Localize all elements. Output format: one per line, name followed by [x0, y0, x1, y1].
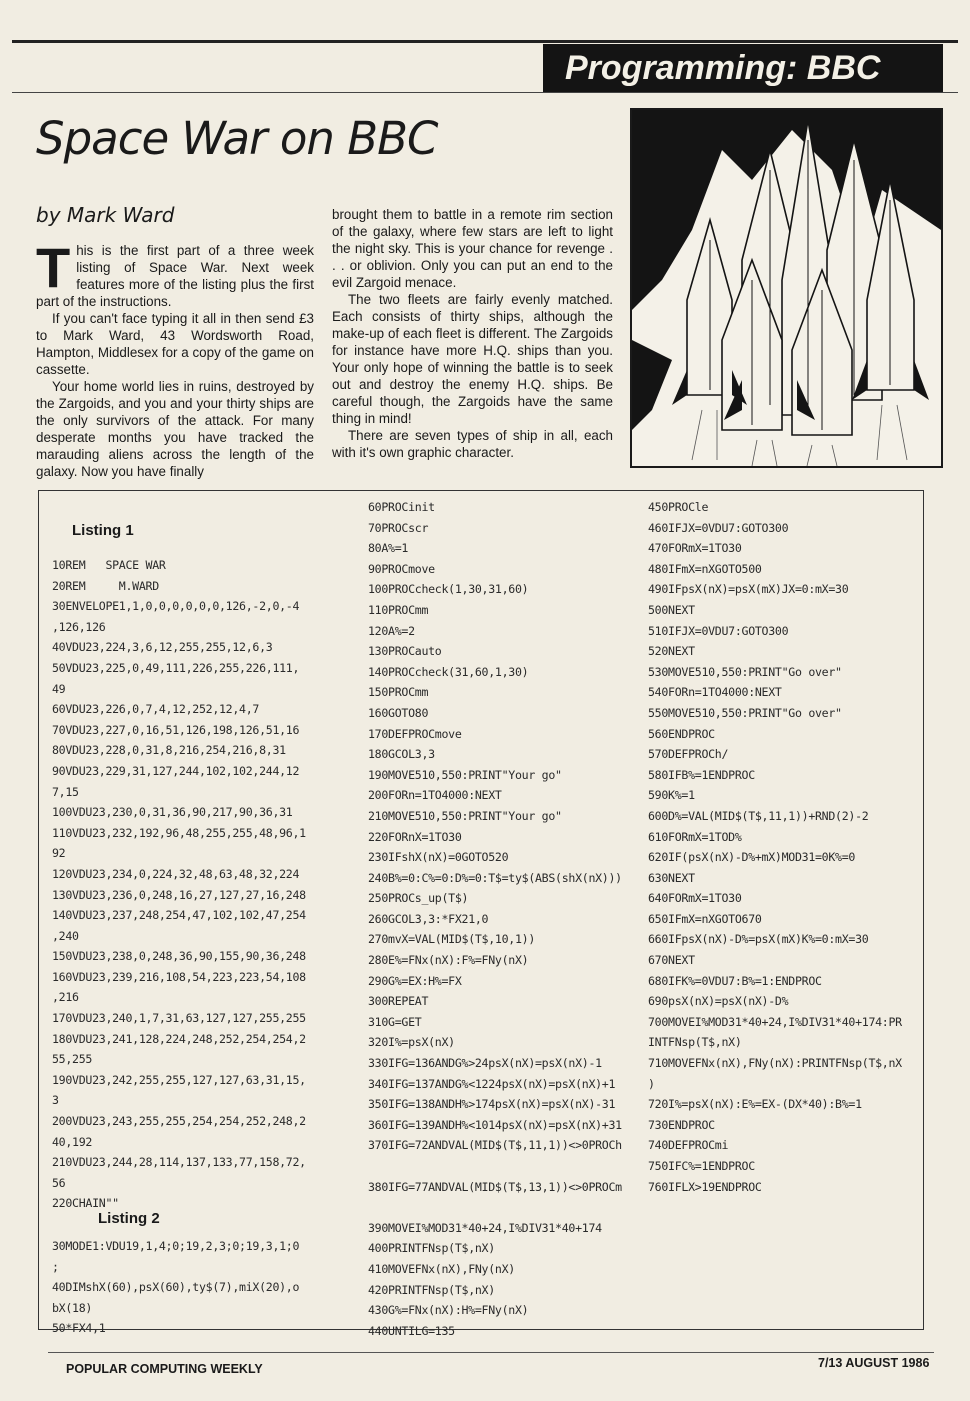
code-line: ,216	[52, 990, 79, 1005]
code-line: 190VDU23,242,255,255,127,127,63,31,15,	[52, 1072, 306, 1087]
code-line: 160GOTO80	[368, 705, 429, 720]
code-line: 220FORnX=1TO30	[368, 829, 462, 844]
code-line: 3	[52, 1093, 59, 1108]
code-line: 590K%=1	[648, 788, 695, 803]
listing-1-code	[52, 555, 306, 1214]
listing-2-code	[52, 1236, 299, 1339]
paragraph: If you can't face typing it all in then send £3 to Mark Ward, 43 Wordsworth Road, Hampton, Middlesex for a copy of the game on cassette.	[36, 311, 314, 377]
code-line: 250PROCs_up(T$)	[368, 891, 469, 906]
code-line: 240B%=0:C%=0:D%=0:T$=ty$(ABS(shX(nX)))	[368, 870, 622, 885]
paragraph: There are seven types of ship in all, each with it's own graphic character.	[332, 428, 613, 460]
code-line: 550MOVE510,550:PRINT"Go over"	[648, 705, 842, 720]
code-line: 70PROCscr	[368, 520, 429, 535]
code-line: 110VDU23,232,192,96,48,255,255,48,96,1	[52, 825, 306, 840]
paragraph: brought them to battle in a remote rim section of the galaxy, where few stars are left to light the night sky. This is your chance for revenge . . . or oblivion. Only you can put an end to the evil Zargoid menace.	[332, 207, 613, 290]
code-line: 190MOVE510,550:PRINT"Your go"	[368, 767, 562, 782]
code-line: 140VDU23,237,248,254,47,102,102,47,254	[52, 908, 306, 923]
code-line: 270mvX=VAL(MID$(T$,10,1))	[368, 932, 536, 947]
section-banner: Programming: BBC	[543, 44, 943, 92]
code-line: 160VDU23,239,216,108,54,223,223,54,108	[52, 969, 306, 984]
code-line: 500NEXT	[648, 602, 695, 617]
code-line: 49	[52, 681, 66, 696]
code-line: ,126,126	[52, 619, 106, 634]
code-line: 110PROCmm	[368, 602, 429, 617]
paragraph: The two fleets are fairly evenly matched. Each consists of thirty ships, although the make-up of each fleet is different. The Zargoids for instance have more H.Q. ships than you. Your only hope of winning the battle is to seek out and destroy the enemy H.Q. ships. Be careful though, the Zargoids have the same thing in mind!	[332, 292, 613, 426]
code-line: 70VDU23,227,0,16,51,126,198,126,51,16	[52, 722, 300, 737]
code-line: 720I%=psX(nX):E%=EX-(DX*40):B%=1	[648, 1097, 862, 1112]
code-line: 760IFLX>19ENDPROC	[648, 1179, 762, 1194]
code-line: 380IFG=77ANDVAL(MID$(T$,13,1))<>0PROCm	[368, 1179, 622, 1194]
code-line: 440UNTILG=135	[368, 1323, 455, 1338]
issue-date: 7/13 AUGUST 1986	[818, 1356, 930, 1370]
drop-cap: T	[36, 236, 71, 299]
code-line: 390MOVEI%MOD31*40+24,I%DIV31*40+174	[368, 1220, 602, 1235]
code-line: 540FORn=1TO4000:NEXT	[648, 685, 782, 700]
code-line: 140PROCcheck(31,60,1,30)	[368, 664, 529, 679]
code-line: 56	[52, 1175, 66, 1190]
code-line: 350IFG=138ANDH%>174psX(nX)=psX(nX)-31	[368, 1097, 616, 1112]
paragraph: This is the first part of a three week listing of Space War. Next week features more of the listing plus the first part of the instructions.	[36, 236, 314, 309]
code-line: 340IFG=137ANDG%<1224psX(nX)=psX(nX)+1	[368, 1076, 616, 1091]
code-line: 310G=GET	[368, 1014, 422, 1029]
article-column-2	[332, 206, 613, 461]
code-line: 260GCOL3,3:*FX21,0	[368, 911, 489, 926]
code-line: 330IFG=136ANDG%>24psX(nX)=psX(nX)-1	[368, 1056, 602, 1071]
code-line: 600D%=VAL(MID$(T$,11,1))+RND(2)-2	[648, 808, 869, 823]
code-line: 360IFG=139ANDH%<1014psX(nX)=psX(nX)+31	[368, 1117, 622, 1132]
code-line: 200FORn=1TO4000:NEXT	[368, 788, 502, 803]
code-line: 460IFJX=0VDU7:GOTO300	[648, 520, 789, 535]
code-line: 410MOVEFNx(nX),FNy(nX)	[368, 1261, 515, 1276]
listing-code-column-3	[648, 497, 902, 1197]
article-title: Space War on BBC	[36, 112, 438, 165]
code-line: 420PRINTFNsp(T$,nX)	[368, 1282, 495, 1297]
code-line: 200VDU23,243,255,255,254,254,252,248,2	[52, 1114, 306, 1129]
article-byline: by Mark Ward	[36, 203, 175, 227]
code-line: 530MOVE510,550:PRINT"Go over"	[648, 664, 842, 679]
header-rule	[12, 92, 958, 93]
code-line: INTFNsp(T$,nX)	[648, 1035, 742, 1050]
code-line	[368, 1156, 622, 1177]
listing-1-heading: Listing 1	[72, 522, 134, 539]
publication-name: POPULAR COMPUTING WEEKLY	[66, 1362, 263, 1376]
code-line: 50VDU23,225,0,49,111,226,255,226,111,	[52, 660, 300, 675]
code-line: ,240	[52, 928, 79, 943]
code-line: 670NEXT	[648, 953, 695, 968]
code-line: 180VDU23,241,128,224,248,252,254,254,2	[52, 1031, 306, 1046]
code-line: 370IFG=72ANDVAL(MID$(T$,11,1))<>0PROCh	[368, 1138, 622, 1153]
code-line: 430G%=FNx(nX):H%=FNy(nX)	[368, 1303, 529, 1318]
code-line: 50*FX4,1	[52, 1321, 106, 1336]
footer-rule	[48, 1352, 934, 1353]
code-line: 170DEFPROCmove	[368, 726, 462, 741]
paragraph: Your home world lies in ruins, destroyed by the Zargoids, and you and your thirty ships are the only survivors of the attack. For many desperate months you have tracked the marauding aliens across the length of the galaxy. Now you have finally	[36, 379, 314, 479]
listing-code-column-2	[368, 497, 622, 1341]
code-line: 210VDU23,244,28,114,137,133,77,158,72,	[52, 1155, 306, 1170]
code-line	[368, 1197, 622, 1218]
code-line: 100PROCcheck(1,30,31,60)	[368, 582, 529, 597]
code-line: 660IFpsX(nX)-D%=psX(mX)K%=0:mX=30	[648, 932, 869, 947]
code-line: 490IFpsX(nX)=psX(mX)JX=0:mX=30	[648, 582, 849, 597]
code-line: 730ENDPROC	[648, 1117, 715, 1132]
code-line: 80VDU23,228,0,31,8,216,254,216,8,31	[52, 743, 286, 758]
code-line: 30ENVELOPE1,1,0,0,0,0,0,0,126,-2,0,-4	[52, 599, 300, 614]
code-line: 180GCOL3,3	[368, 747, 435, 762]
code-line: 120A%=2	[368, 623, 415, 638]
code-line: 580IFB%=1ENDPROC	[648, 767, 755, 782]
code-line: 610FORmX=1TOD%	[648, 829, 742, 844]
code-line: 520NEXT	[648, 644, 695, 659]
code-line: 40VDU23,224,3,6,12,255,255,12,6,3	[52, 640, 273, 655]
code-line: 750IFC%=1ENDPROC	[648, 1159, 755, 1173]
code-line: 690psX(nX)=psX(nX)-D%	[648, 994, 789, 1009]
code-line: 620IF(psX(nX)-D%+mX)MOD31=0K%=0	[648, 850, 856, 865]
code-line: 650IFmX=nXGOTO670	[648, 911, 762, 926]
code-line: )	[648, 1076, 655, 1091]
rockets-drawing	[632, 110, 941, 466]
code-line: 710MOVEFNx(nX),FNy(nX):PRINTFNsp(T$,nX	[648, 1056, 902, 1071]
code-line: 700MOVEI%MOD31*40+24,I%DIV31*40+174:PR	[648, 1014, 902, 1029]
code-line: 130VDU23,236,0,248,16,27,127,27,16,248	[52, 887, 306, 902]
code-line: 120VDU23,234,0,224,32,48,63,48,32,224	[52, 866, 300, 881]
code-line: 100VDU23,230,0,31,36,90,217,90,36,31	[52, 805, 293, 820]
code-line: 220CHAIN""	[52, 1196, 119, 1211]
code-line: 210MOVE510,550:PRINT"Your go"	[368, 808, 562, 823]
code-line: 30MODE1:VDU19,1,4;0;19,2,3;0;19,3,1;0	[52, 1239, 300, 1253]
code-line: 230IFshX(nX)=0GOTO520	[368, 850, 509, 865]
code-line: 680IFK%=0VDU7:B%=1:ENDPROC	[648, 973, 822, 988]
code-line: 630NEXT	[648, 870, 695, 885]
code-line: 7,15	[52, 784, 79, 799]
code-line: 470FORmX=1TO30	[648, 541, 742, 556]
code-line: 40,192	[52, 1134, 93, 1149]
code-line: 60PROCinit	[368, 500, 435, 514]
code-line: 92	[52, 846, 66, 861]
code-line: 170VDU23,240,1,7,31,63,127,127,255,255	[52, 1011, 306, 1026]
code-line: 450PROCle	[648, 500, 709, 514]
code-line: 300REPEAT	[368, 994, 429, 1009]
code-line: 740DEFPROCmi	[648, 1138, 729, 1153]
rocket-fleet-illustration	[630, 108, 943, 468]
code-line: 150PROCmm	[368, 685, 429, 700]
listing-2-heading: Listing 2	[98, 1210, 160, 1227]
code-line: 10REM SPACE WAR	[52, 558, 166, 572]
code-line: 320I%=psX(nX)	[368, 1035, 455, 1050]
code-line: 570DEFPROCh/	[648, 747, 729, 762]
code-line: 40DIMshX(60),psX(60),ty$(7),miX(20),o	[52, 1280, 300, 1295]
code-line: 60VDU23,226,0,7,4,12,252,12,4,7	[52, 702, 260, 717]
code-line: 400PRINTFNsp(T$,nX)	[368, 1241, 495, 1256]
code-line: 280E%=FNx(nX):F%=FNy(nX)	[368, 953, 529, 968]
code-line: 90PROCmove	[368, 561, 435, 576]
code-line: 510IFJX=0VDU7:GOTO300	[648, 623, 789, 638]
code-line: 130PROCauto	[368, 644, 442, 659]
code-line: 560ENDPROC	[648, 726, 715, 741]
code-line: 290G%=EX:H%=FX	[368, 973, 462, 988]
article-column-1	[36, 236, 314, 480]
code-line: 480IFmX=nXGOTO500	[648, 561, 762, 576]
code-line: 20REM M.WARD	[52, 578, 159, 593]
top-rule	[12, 40, 958, 43]
code-line: 150VDU23,238,0,248,36,90,155,90,36,248	[52, 949, 306, 964]
code-line: 80A%=1	[368, 541, 409, 556]
code-line: 55,255	[52, 1052, 93, 1067]
code-line: bX(18)	[52, 1300, 93, 1315]
code-line: ;	[52, 1259, 59, 1274]
code-line: 90VDU23,229,31,127,244,102,102,244,12	[52, 763, 300, 778]
code-line: 640FORmX=1TO30	[648, 891, 742, 906]
